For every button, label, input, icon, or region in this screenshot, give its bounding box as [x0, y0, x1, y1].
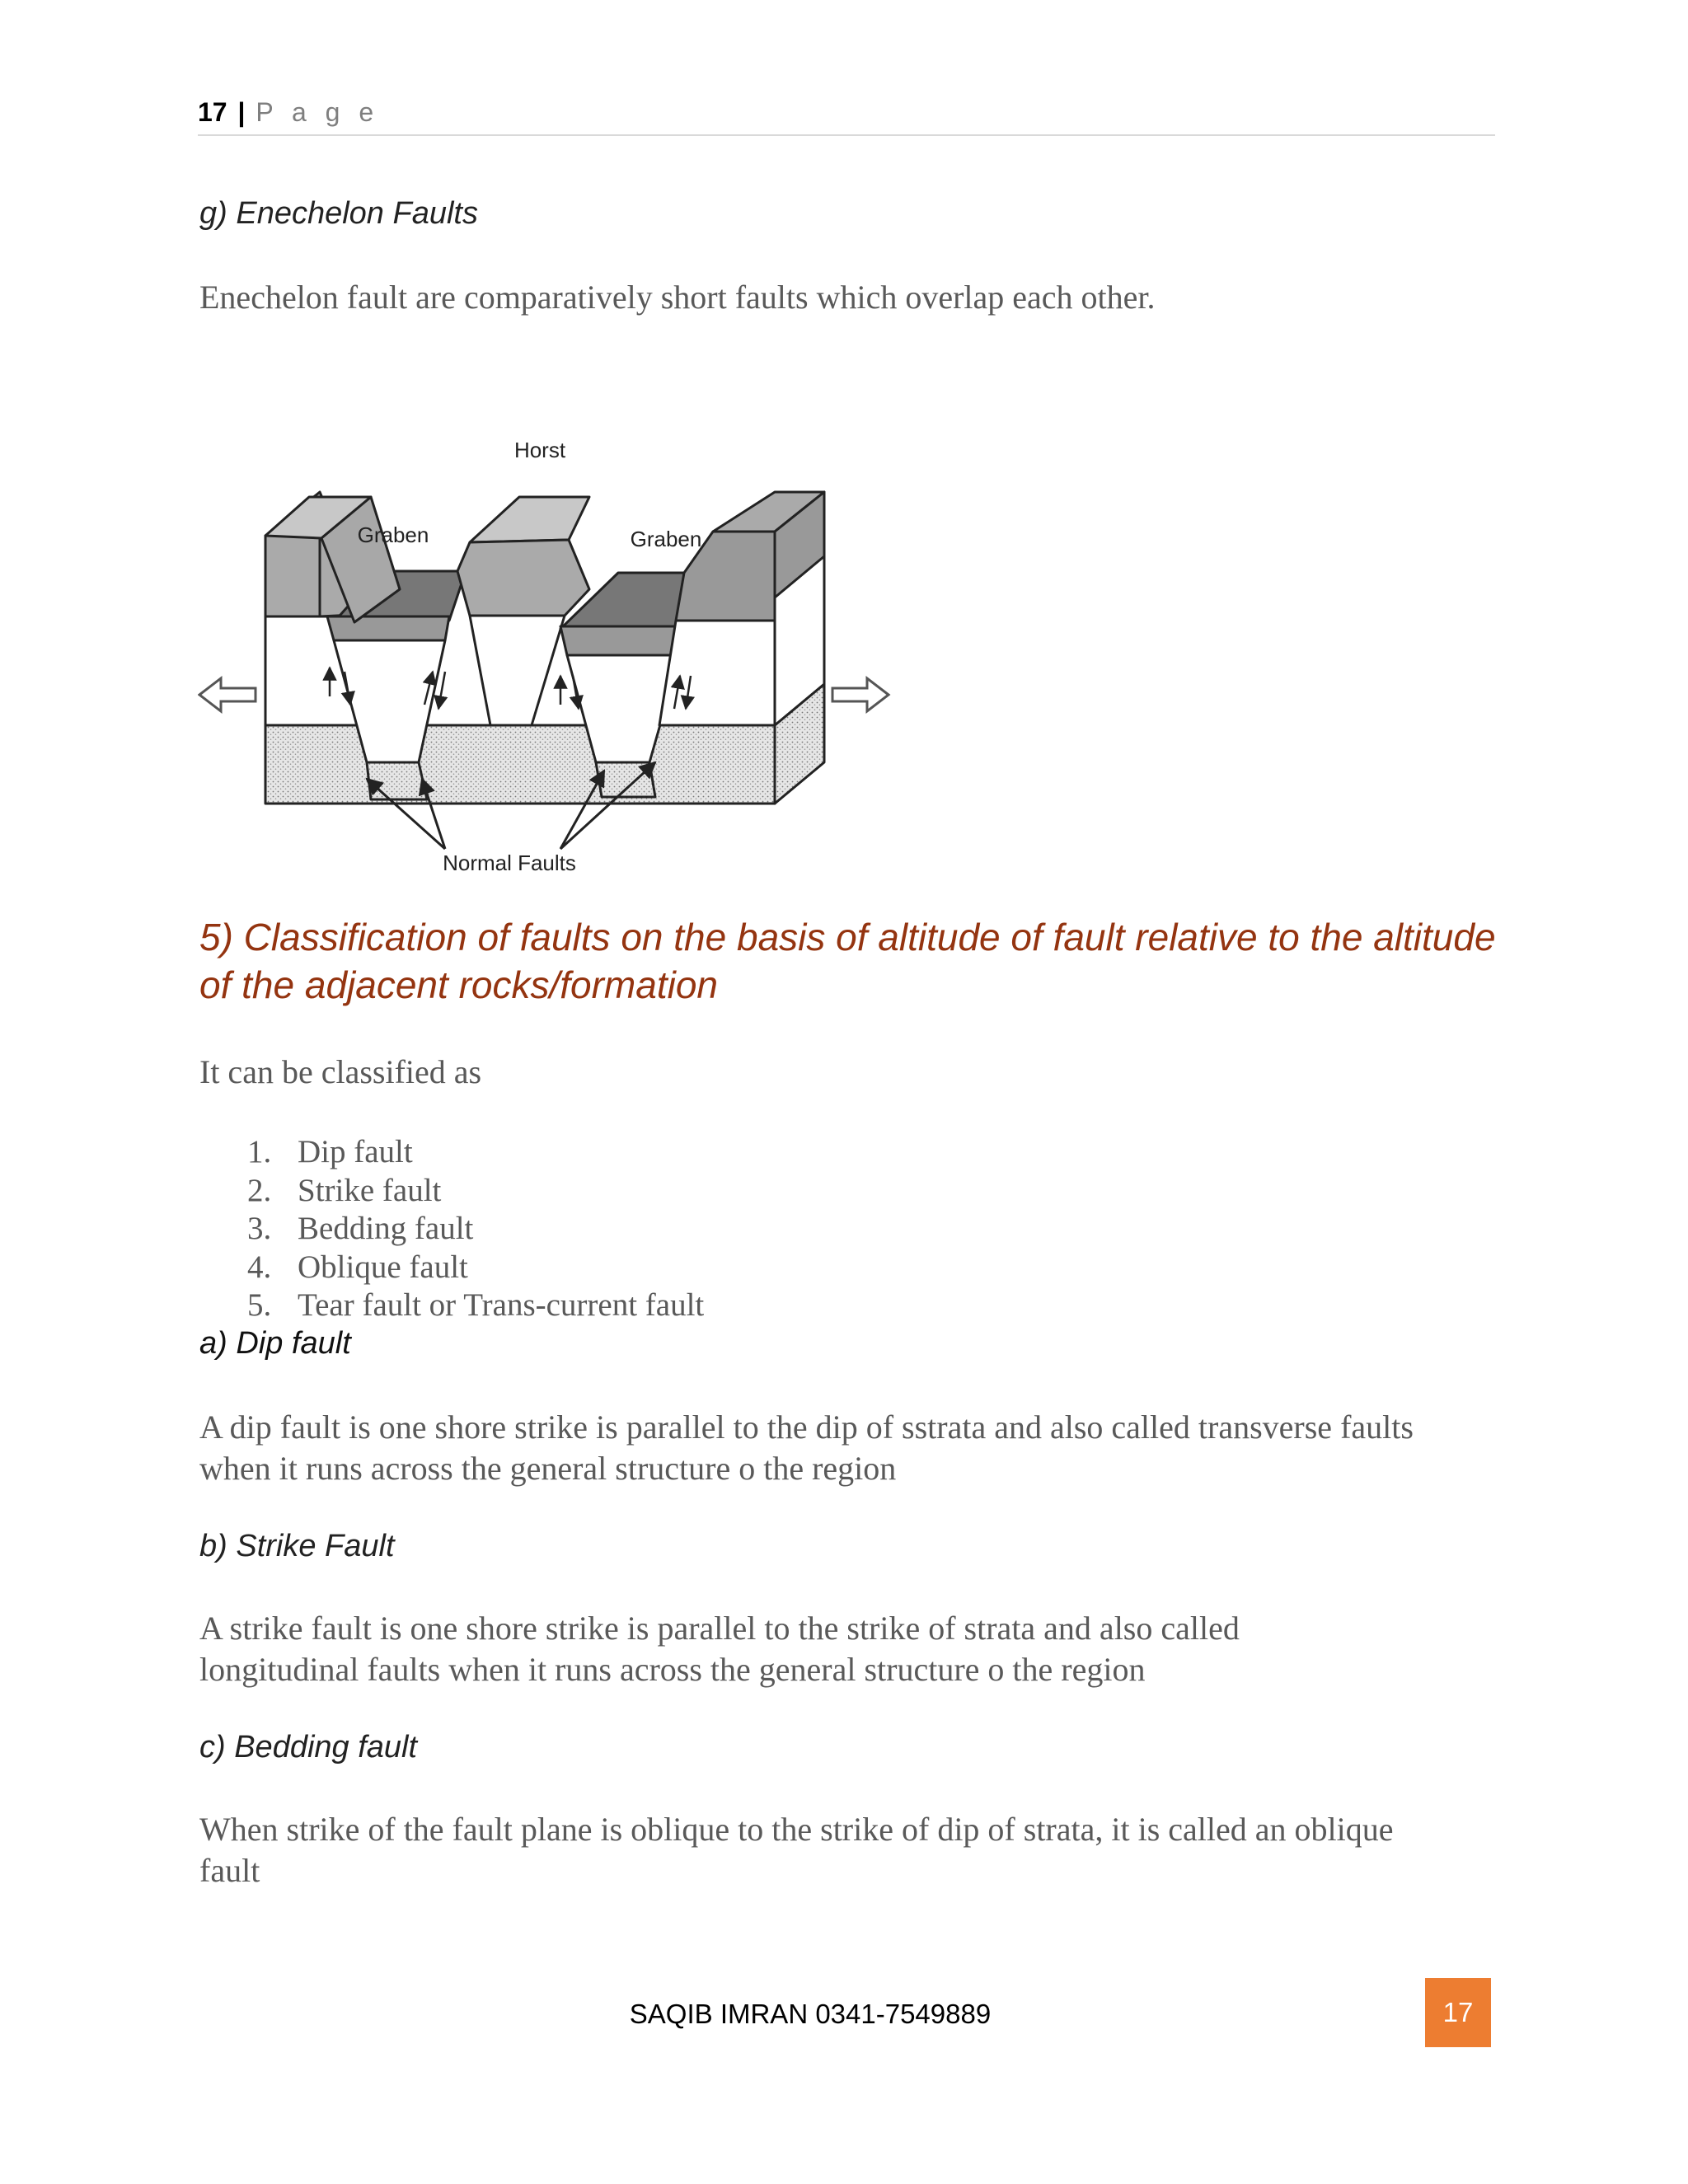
section-heading-classification: 5) Classification of faults on the basis of altitude of fault relative to the altitude of the adjacent rocks/formation — [199, 916, 1496, 1006]
heading-enechelon-faults: g) Enechelon Faults — [199, 196, 478, 231]
label-horst: Horst — [513, 438, 566, 462]
label-normal-faults: Normal Faults — [443, 851, 576, 875]
heading-dip-fault: a) Dip fault — [199, 1326, 351, 1361]
header-page-word: P a g e — [256, 97, 380, 127]
list-item: 3. Bedding fault — [247, 1211, 474, 1246]
paragraph-dip-fault: A dip fault is one shore strike is parallel to the dip of sstrata and also called transverse faults when it runs across the general structure o the region — [199, 1408, 1414, 1487]
footer-author: SAQIB IMRAN 0341-7549889 — [629, 1999, 992, 2029]
list-item: 5. Tear fault or Trans-current fault — [247, 1287, 705, 1323]
page-header — [198, 97, 1495, 136]
label-graben-right: Graben — [630, 527, 702, 551]
paragraph-strike-fault: A strike fault is one shore strike is parallel to the strike of strata and also called longitudinal faults when it runs across the general structure o the region — [199, 1610, 1240, 1688]
header-separator: | — [237, 97, 246, 127]
list-item: 2. Strike fault — [247, 1172, 442, 1208]
paragraph-enechelon: Enechelon fault are comparatively short faults which overlap each other. — [199, 279, 1156, 316]
fault-type-list — [247, 1133, 704, 1325]
paragraph-classified-as: It can be classified as — [199, 1053, 482, 1090]
paragraph-bedding-fault: When strike of the fault plane is oblique to the strike of dip of strata, it is called an oblique fault — [199, 1811, 1394, 1889]
list-item: 1. Dip fault — [247, 1134, 413, 1169]
label-graben-left: Graben — [357, 523, 429, 547]
heading-strike-fault: b) Strike Fault — [199, 1529, 395, 1563]
page-number-badge: 17 — [1425, 1978, 1491, 2047]
heading-bedding-fault: c) Bedding fault — [199, 1730, 418, 1765]
list-item: 4. Oblique fault — [247, 1249, 468, 1285]
header-page-number: 17 — [198, 97, 227, 127]
horst-graben-diagram — [198, 424, 907, 886]
